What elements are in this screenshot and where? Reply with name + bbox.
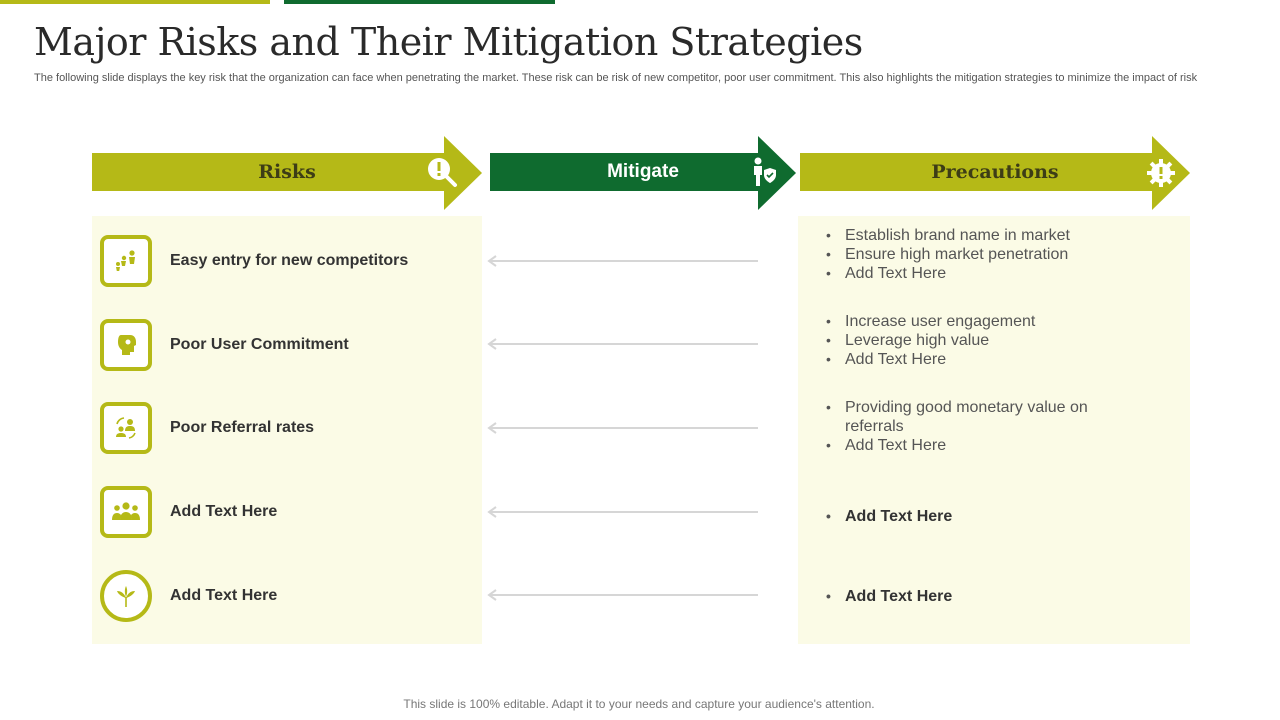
page-subtitle: The following slide displays the key risk that the organization can face when penetrating the market. These risk can be risk of new competitor, poor user commitment. This also highlights the mitigation strategies to minimize the impact of risk (34, 72, 1198, 84)
precaution-list (826, 398, 1111, 455)
risk-row (100, 319, 480, 371)
risk-row (100, 235, 480, 287)
mitigation-arrow (486, 255, 758, 267)
top-accent-bar-dark (284, 0, 555, 4)
precaution-item: • Providing good monetary value on referrals (826, 398, 1111, 436)
precaution-list (826, 587, 1126, 606)
precaution-list (826, 226, 1126, 283)
footer-note: This slide is 100% editable. Adapt it to your needs and capture your audience's attention. (403, 697, 875, 711)
leaf-icon (100, 570, 152, 622)
precaution-item: • Add Text Here (826, 507, 1126, 526)
risk-row (100, 402, 480, 454)
risk-label: Poor Referral rates (170, 419, 315, 436)
competitors-icon (100, 235, 152, 287)
person-shield-icon (750, 157, 778, 187)
precaution-item: • Increase user engagement (826, 312, 1126, 331)
precaution-item: • Add Text Here (826, 264, 1126, 283)
referral-icon (100, 402, 152, 454)
gear-alert-icon (1146, 158, 1176, 188)
precaution-list (826, 507, 1126, 526)
precautions-header-label: Precautions (931, 161, 1059, 183)
risks-header-label: Risks (258, 161, 316, 183)
mitigation-arrow (486, 338, 758, 350)
top-accent-bar-light (0, 0, 270, 4)
precautions-header-arrow (800, 136, 1190, 210)
precaution-item: • Add Text Here (826, 436, 1111, 455)
precaution-item: • Establish brand name in market (826, 226, 1126, 245)
risks-header-arrow (92, 136, 482, 210)
precaution-item: • Leverage high value (826, 331, 1126, 350)
risk-label: Add Text Here (170, 503, 278, 520)
precaution-item: • Add Text Here (826, 350, 1126, 369)
risk-label: Easy entry for new competitors (170, 252, 409, 269)
risk-label: Add Text Here (170, 587, 278, 604)
group-icon (100, 486, 152, 538)
risk-label: Poor User Commitment (170, 336, 349, 353)
mitigate-header-label: Mitigate (607, 161, 679, 182)
magnifier-alert-icon (426, 156, 458, 188)
mitigation-arrow (486, 589, 758, 601)
precaution-list (826, 312, 1126, 369)
mitigation-arrow (486, 422, 758, 434)
page-title: Major Risks and Their Mitigation Strategies (34, 20, 863, 64)
risk-row (100, 486, 480, 538)
head-icon (100, 319, 152, 371)
precaution-item: • Add Text Here (826, 587, 1126, 606)
precaution-item: • Ensure high market penetration (826, 245, 1126, 264)
risk-row (100, 570, 480, 622)
mitigation-arrow (486, 506, 758, 518)
